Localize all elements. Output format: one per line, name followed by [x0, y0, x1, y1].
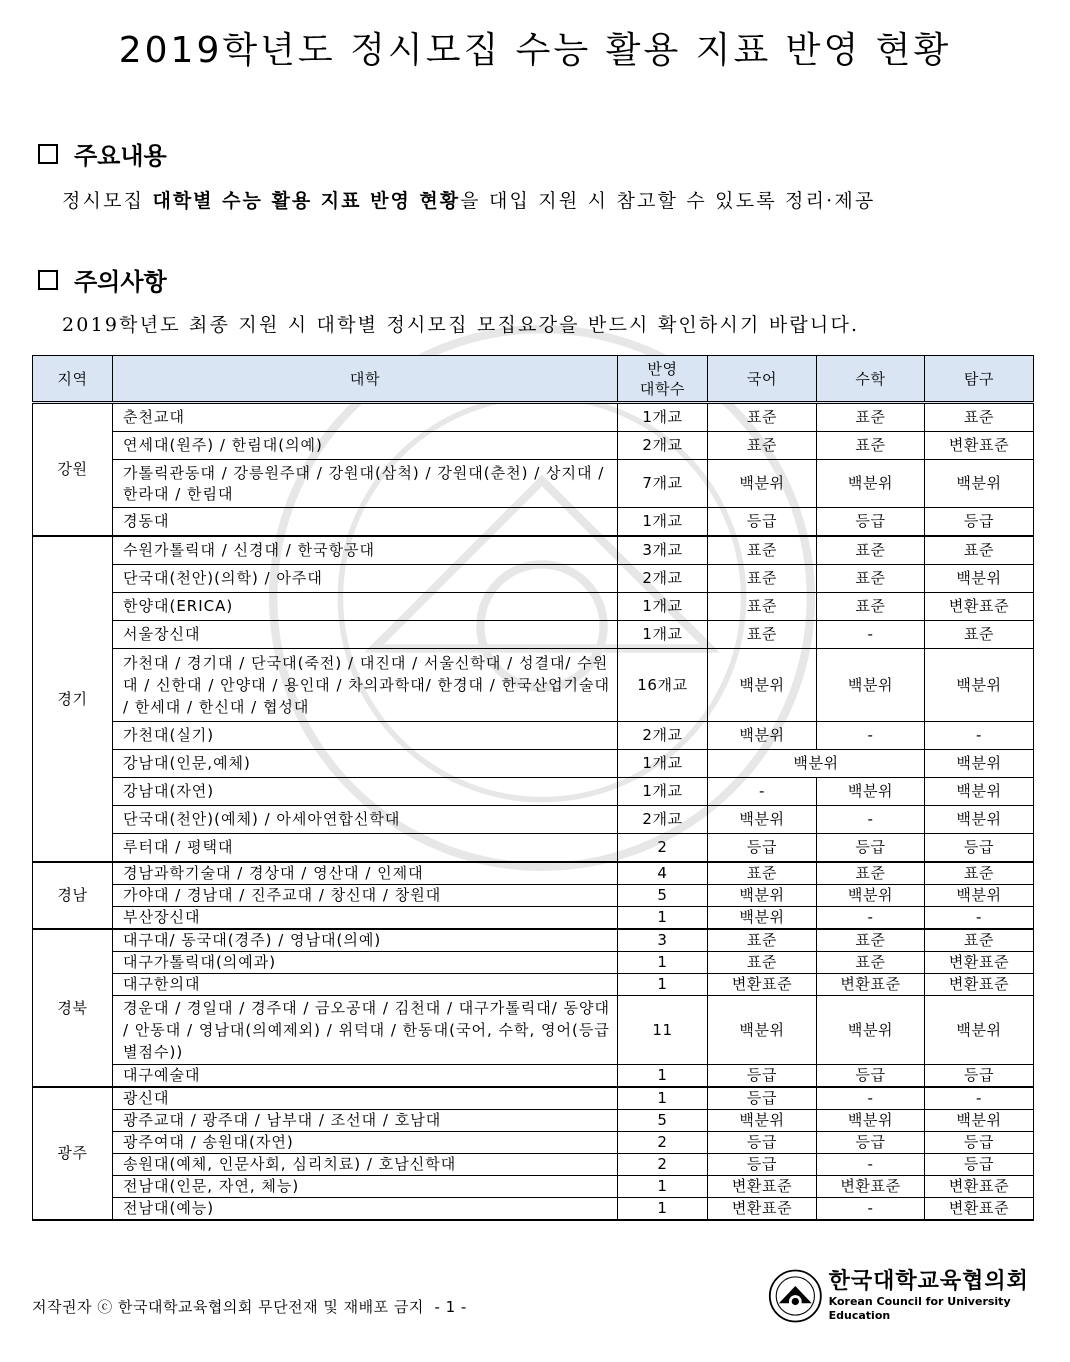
count-cell: 5: [618, 885, 708, 907]
table-row: [33, 621, 1034, 649]
university-cell: 광주교대 / 광주대 / 남부대 / 조선대 / 호남대: [113, 1110, 618, 1132]
count-cell: 1개교: [618, 593, 708, 621]
count-cell: 1개교: [618, 750, 708, 778]
inquiry-cell: 표준: [925, 403, 1034, 432]
section-caution-text: 2019학년도 최종 지원 시 대학별 정시모집 모집요강을 반드시 확인하시기 바랍니다.: [62, 314, 860, 336]
inquiry-cell: 백분위: [925, 806, 1034, 834]
inquiry-cell: 등급: [925, 508, 1034, 537]
university-cell: 가야대 / 경남대 / 진주교대 / 창신대 / 창원대: [113, 885, 618, 907]
table-row: [33, 750, 1034, 778]
checkbox-square-icon: [38, 270, 58, 290]
count-cell: 2: [618, 1132, 708, 1154]
university-cell: 연세대(원주) / 한림대(의예): [113, 432, 618, 460]
inquiry-cell: 백분위: [925, 750, 1034, 778]
table-row: [33, 593, 1034, 621]
table-header-row: [33, 356, 1034, 403]
inquiry-cell: 등급: [925, 1132, 1034, 1154]
math-cell: 표준: [817, 929, 925, 952]
math-cell: 백분위: [817, 649, 925, 722]
math-cell: -: [817, 907, 925, 930]
count-cell: 1: [618, 1176, 708, 1198]
count-cell: 1개교: [618, 778, 708, 806]
korean-cell: 변환표준: [708, 1176, 817, 1198]
table-row: [33, 778, 1034, 806]
inquiry-cell: 백분위: [925, 996, 1034, 1065]
university-cell: 광신대: [113, 1087, 618, 1110]
korean-cell: -: [708, 778, 817, 806]
table-row: [33, 1154, 1034, 1176]
math-cell: -: [817, 1198, 925, 1221]
count-cell: 2: [618, 834, 708, 863]
university-cell: 대구한의대: [113, 974, 618, 996]
count-cell: 2개교: [618, 432, 708, 460]
table-row: [33, 929, 1034, 952]
table-row: [33, 565, 1034, 593]
inquiry-cell: 백분위: [925, 1110, 1034, 1132]
inquiry-cell: 등급: [925, 1065, 1034, 1088]
math-cell: 표준: [817, 593, 925, 621]
table-row: [33, 952, 1034, 974]
council-seal-icon: [768, 1268, 823, 1324]
section-heading-main-label: 주요내용: [74, 142, 167, 170]
math-cell: 변환표준: [817, 974, 925, 996]
table-row: [33, 722, 1034, 750]
university-cell: 송원대(예체, 인문사회, 심리치료) / 호남신학대: [113, 1154, 618, 1176]
math-cell: 백분위: [817, 996, 925, 1065]
math-cell: 표준: [817, 862, 925, 885]
region-group-gwangju: [33, 1087, 1034, 1220]
university-cell: 가천대 / 경기대 / 단국대(죽전) / 대진대 / 서울신학대 / 성결대/ 수원대 / 신한대 / 안양대 / 용인대 / 차의과학대/ 한경대 / 한국산업기술대 / 한세대 / 한신대 / 협성대: [113, 649, 618, 722]
region-group-gyeonggi: [33, 536, 1034, 862]
korean-cell: 표준: [708, 536, 817, 565]
university-cell: 루터대 / 평택대: [113, 834, 618, 863]
university-cell: 춘천교대: [113, 403, 618, 432]
korean-cell: 표준: [708, 952, 817, 974]
table-row: [33, 1176, 1034, 1198]
inquiry-cell: 표준: [925, 862, 1034, 885]
korean-cell: 등급: [708, 1132, 817, 1154]
inquiry-cell: 변환표준: [925, 432, 1034, 460]
korean-cell: 백분위: [708, 907, 817, 930]
korean-cell: 등급: [708, 1087, 817, 1110]
region-group-gyeongnam: [33, 862, 1034, 929]
inquiry-cell: 백분위: [925, 649, 1034, 722]
korean-cell: 표준: [708, 621, 817, 649]
math-cell: 등급: [817, 1065, 925, 1088]
inquiry-cell: 변환표준: [925, 593, 1034, 621]
section-main-text-bold: 대학별 수능 활용 지표 반영 현황: [152, 190, 461, 212]
math-cell: 백분위: [817, 778, 925, 806]
header-inquiry: 탐구: [925, 356, 1034, 403]
header-region: 지역: [33, 356, 113, 403]
korean-cell: 변환표준: [708, 1198, 817, 1221]
math-cell: 등급: [817, 834, 925, 863]
checkbox-square-icon: [38, 144, 58, 164]
count-cell: 11: [618, 996, 708, 1065]
count-cell: 1개교: [618, 403, 708, 432]
university-cell: 대구예술대: [113, 1065, 618, 1088]
section-main-text-post: 을 대입 지원 시 참고할 수 있도록 정리·제공: [460, 190, 876, 212]
count-cell: 2개교: [618, 806, 708, 834]
count-cell: 2개교: [618, 565, 708, 593]
university-cell: 강남대(자연): [113, 778, 618, 806]
count-cell: 1: [618, 1065, 708, 1088]
section-main-text: [62, 186, 876, 213]
inquiry-cell: 등급: [925, 834, 1034, 863]
count-cell: 1: [618, 907, 708, 930]
count-cell: 16개교: [618, 649, 708, 722]
table-row: [33, 974, 1034, 996]
korean-cell: 표준: [708, 565, 817, 593]
korean-cell: 변환표준: [708, 974, 817, 996]
korean-cell: 등급: [708, 508, 817, 537]
table-row: [33, 649, 1034, 722]
table-row: [33, 1065, 1034, 1088]
math-cell: -: [817, 806, 925, 834]
university-cell: 대구대/ 동국대(경주) / 영남대(의예): [113, 929, 618, 952]
count-cell: 1개교: [618, 508, 708, 537]
korean-cell: 표준: [708, 403, 817, 432]
table-row: [33, 806, 1034, 834]
region-group-gangwon: [33, 403, 1034, 537]
korean-cell: 백분위: [708, 806, 817, 834]
admission-criteria-table: [32, 355, 1034, 1221]
inquiry-cell: 표준: [925, 621, 1034, 649]
math-cell: 표준: [817, 952, 925, 974]
korean-cell: 백분위: [708, 885, 817, 907]
math-cell: 표준: [817, 432, 925, 460]
university-cell: 대구가톨릭대(의예과): [113, 952, 618, 974]
logo-english-name: Korean Council for University Education: [828, 1295, 1011, 1322]
page-title: 2019학년도 정시모집 수능 활용 지표 반영 현황: [118, 30, 952, 71]
korean-cell: 등급: [708, 834, 817, 863]
table-row: [33, 536, 1034, 565]
university-cell: 한양대(ERICA): [113, 593, 618, 621]
inquiry-cell: 변환표준: [925, 1198, 1034, 1221]
korean-cell: 백분위: [708, 996, 817, 1065]
university-cell: 단국대(천안)(예체) / 아세아연합신학대: [113, 806, 618, 834]
region-cell: 경기: [33, 536, 113, 862]
korean-cell: 백분위: [708, 722, 817, 750]
university-cell: 강남대(인문,예체): [113, 750, 618, 778]
region-group-gyeongbuk: [33, 929, 1034, 1087]
count-cell: 1: [618, 952, 708, 974]
count-cell: 2: [618, 1154, 708, 1176]
section-main-text-pre: 정시모집: [62, 190, 153, 212]
logo-korean-name: 한국대학교육협의회: [828, 1269, 1029, 1294]
copyright-text: 저작권자 ⓒ 한국대학교육협의회 무단전재 및 재배포 금지: [32, 1298, 424, 1316]
table-row: [33, 1110, 1034, 1132]
korean-cell: 등급: [708, 1065, 817, 1088]
university-cell: 수원가톨릭대 / 신경대 / 한국항공대: [113, 536, 618, 565]
table-row: [33, 862, 1034, 885]
math-cell: -: [817, 722, 925, 750]
korean-cell: 표준: [708, 862, 817, 885]
korean-cell: 백분위: [708, 1110, 817, 1132]
table-row: [33, 508, 1034, 537]
header-math: 수학: [817, 356, 925, 403]
count-cell: 1: [618, 1087, 708, 1110]
table-row: [33, 1087, 1034, 1110]
page-number: - 1 -: [434, 1298, 467, 1316]
math-cell: 등급: [817, 508, 925, 537]
table-row: [33, 885, 1034, 907]
count-cell: 7개교: [618, 460, 708, 508]
header-university: 대학: [113, 356, 618, 403]
count-cell: 3: [618, 929, 708, 952]
section-heading-caution-label: 주의사항: [74, 268, 167, 296]
university-cell: 경남과학기술대 / 경상대 / 영산대 / 인제대: [113, 862, 618, 885]
region-cell: 경북: [33, 929, 113, 1087]
math-cell: -: [817, 621, 925, 649]
korean-cell: 표준: [708, 929, 817, 952]
table-row: [33, 432, 1034, 460]
header-count: 반영 대학수: [618, 356, 708, 403]
region-cell: 경남: [33, 862, 113, 929]
math-cell: 등급: [817, 1132, 925, 1154]
table-row: [33, 460, 1034, 508]
math-cell: 백분위: [817, 1110, 925, 1132]
inquiry-cell: 변환표준: [925, 1176, 1034, 1198]
region-cell: 광주: [33, 1087, 113, 1220]
table-row: [33, 907, 1034, 930]
inquiry-cell: -: [925, 1087, 1034, 1110]
university-cell: 광주여대 / 송원대(자연): [113, 1132, 618, 1154]
inquiry-cell: 백분위: [925, 778, 1034, 806]
korean-math-merged-cell: 백분위: [708, 750, 925, 778]
count-cell: 1개교: [618, 621, 708, 649]
university-cell: 가천대(실기): [113, 722, 618, 750]
header-korean: 국어: [708, 356, 817, 403]
korean-cell: 등급: [708, 1154, 817, 1176]
council-logo: [768, 1268, 1070, 1324]
math-cell: 백분위: [817, 460, 925, 508]
count-cell: 5: [618, 1110, 708, 1132]
university-cell: 경동대: [113, 508, 618, 537]
university-cell: 경운대 / 경일대 / 경주대 / 금오공대 / 김천대 / 대구가톨릭대/ 동양대 / 안동대 / 영남대(의예제외) / 위덕대 / 한동대(국어, 수학, 영어(등급별점수)): [113, 996, 618, 1065]
inquiry-cell: -: [925, 907, 1034, 930]
university-cell: 부산장신대: [113, 907, 618, 930]
math-cell: -: [817, 1087, 925, 1110]
korean-cell: 백분위: [708, 649, 817, 722]
count-cell: 4: [618, 862, 708, 885]
inquiry-cell: 변환표준: [925, 974, 1034, 996]
count-cell: 1: [618, 1198, 708, 1221]
table-row: [33, 1198, 1034, 1221]
count-cell: 2개교: [618, 722, 708, 750]
footer-copyright: [32, 1296, 467, 1317]
math-cell: 표준: [817, 536, 925, 565]
section-heading-caution: [38, 262, 167, 297]
university-cell: 서울장신대: [113, 621, 618, 649]
inquiry-cell: 등급: [925, 1154, 1034, 1176]
table-row: [33, 996, 1034, 1065]
university-cell: 단국대(천안)(의학) / 아주대: [113, 565, 618, 593]
inquiry-cell: 백분위: [925, 460, 1034, 508]
inquiry-cell: 백분위: [925, 885, 1034, 907]
inquiry-cell: 백분위: [925, 565, 1034, 593]
math-cell: 표준: [817, 403, 925, 432]
table-row: [33, 1132, 1034, 1154]
count-cell: 1: [618, 974, 708, 996]
inquiry-cell: 표준: [925, 929, 1034, 952]
inquiry-cell: -: [925, 722, 1034, 750]
count-cell: 3개교: [618, 536, 708, 565]
math-cell: -: [817, 1154, 925, 1176]
math-cell: 표준: [817, 565, 925, 593]
korean-cell: 표준: [708, 432, 817, 460]
korean-cell: 표준: [708, 593, 817, 621]
math-cell: 변환표준: [817, 1176, 925, 1198]
inquiry-cell: 표준: [925, 536, 1034, 565]
table-row: [33, 834, 1034, 863]
section-heading-main: [38, 136, 167, 171]
table-row: [33, 403, 1034, 432]
university-cell: 전남대(예능): [113, 1198, 618, 1221]
math-cell: 백분위: [817, 885, 925, 907]
region-cell: 강원: [33, 403, 113, 537]
inquiry-cell: 변환표준: [925, 952, 1034, 974]
korean-cell: 백분위: [708, 460, 817, 508]
university-cell: 가톨릭관동대 / 강릉원주대 / 강원대(삼척) / 강원대(춘천) / 상지대 / 한라대 / 한림대: [113, 460, 618, 508]
university-cell: 전남대(인문, 자연, 체능): [113, 1176, 618, 1198]
